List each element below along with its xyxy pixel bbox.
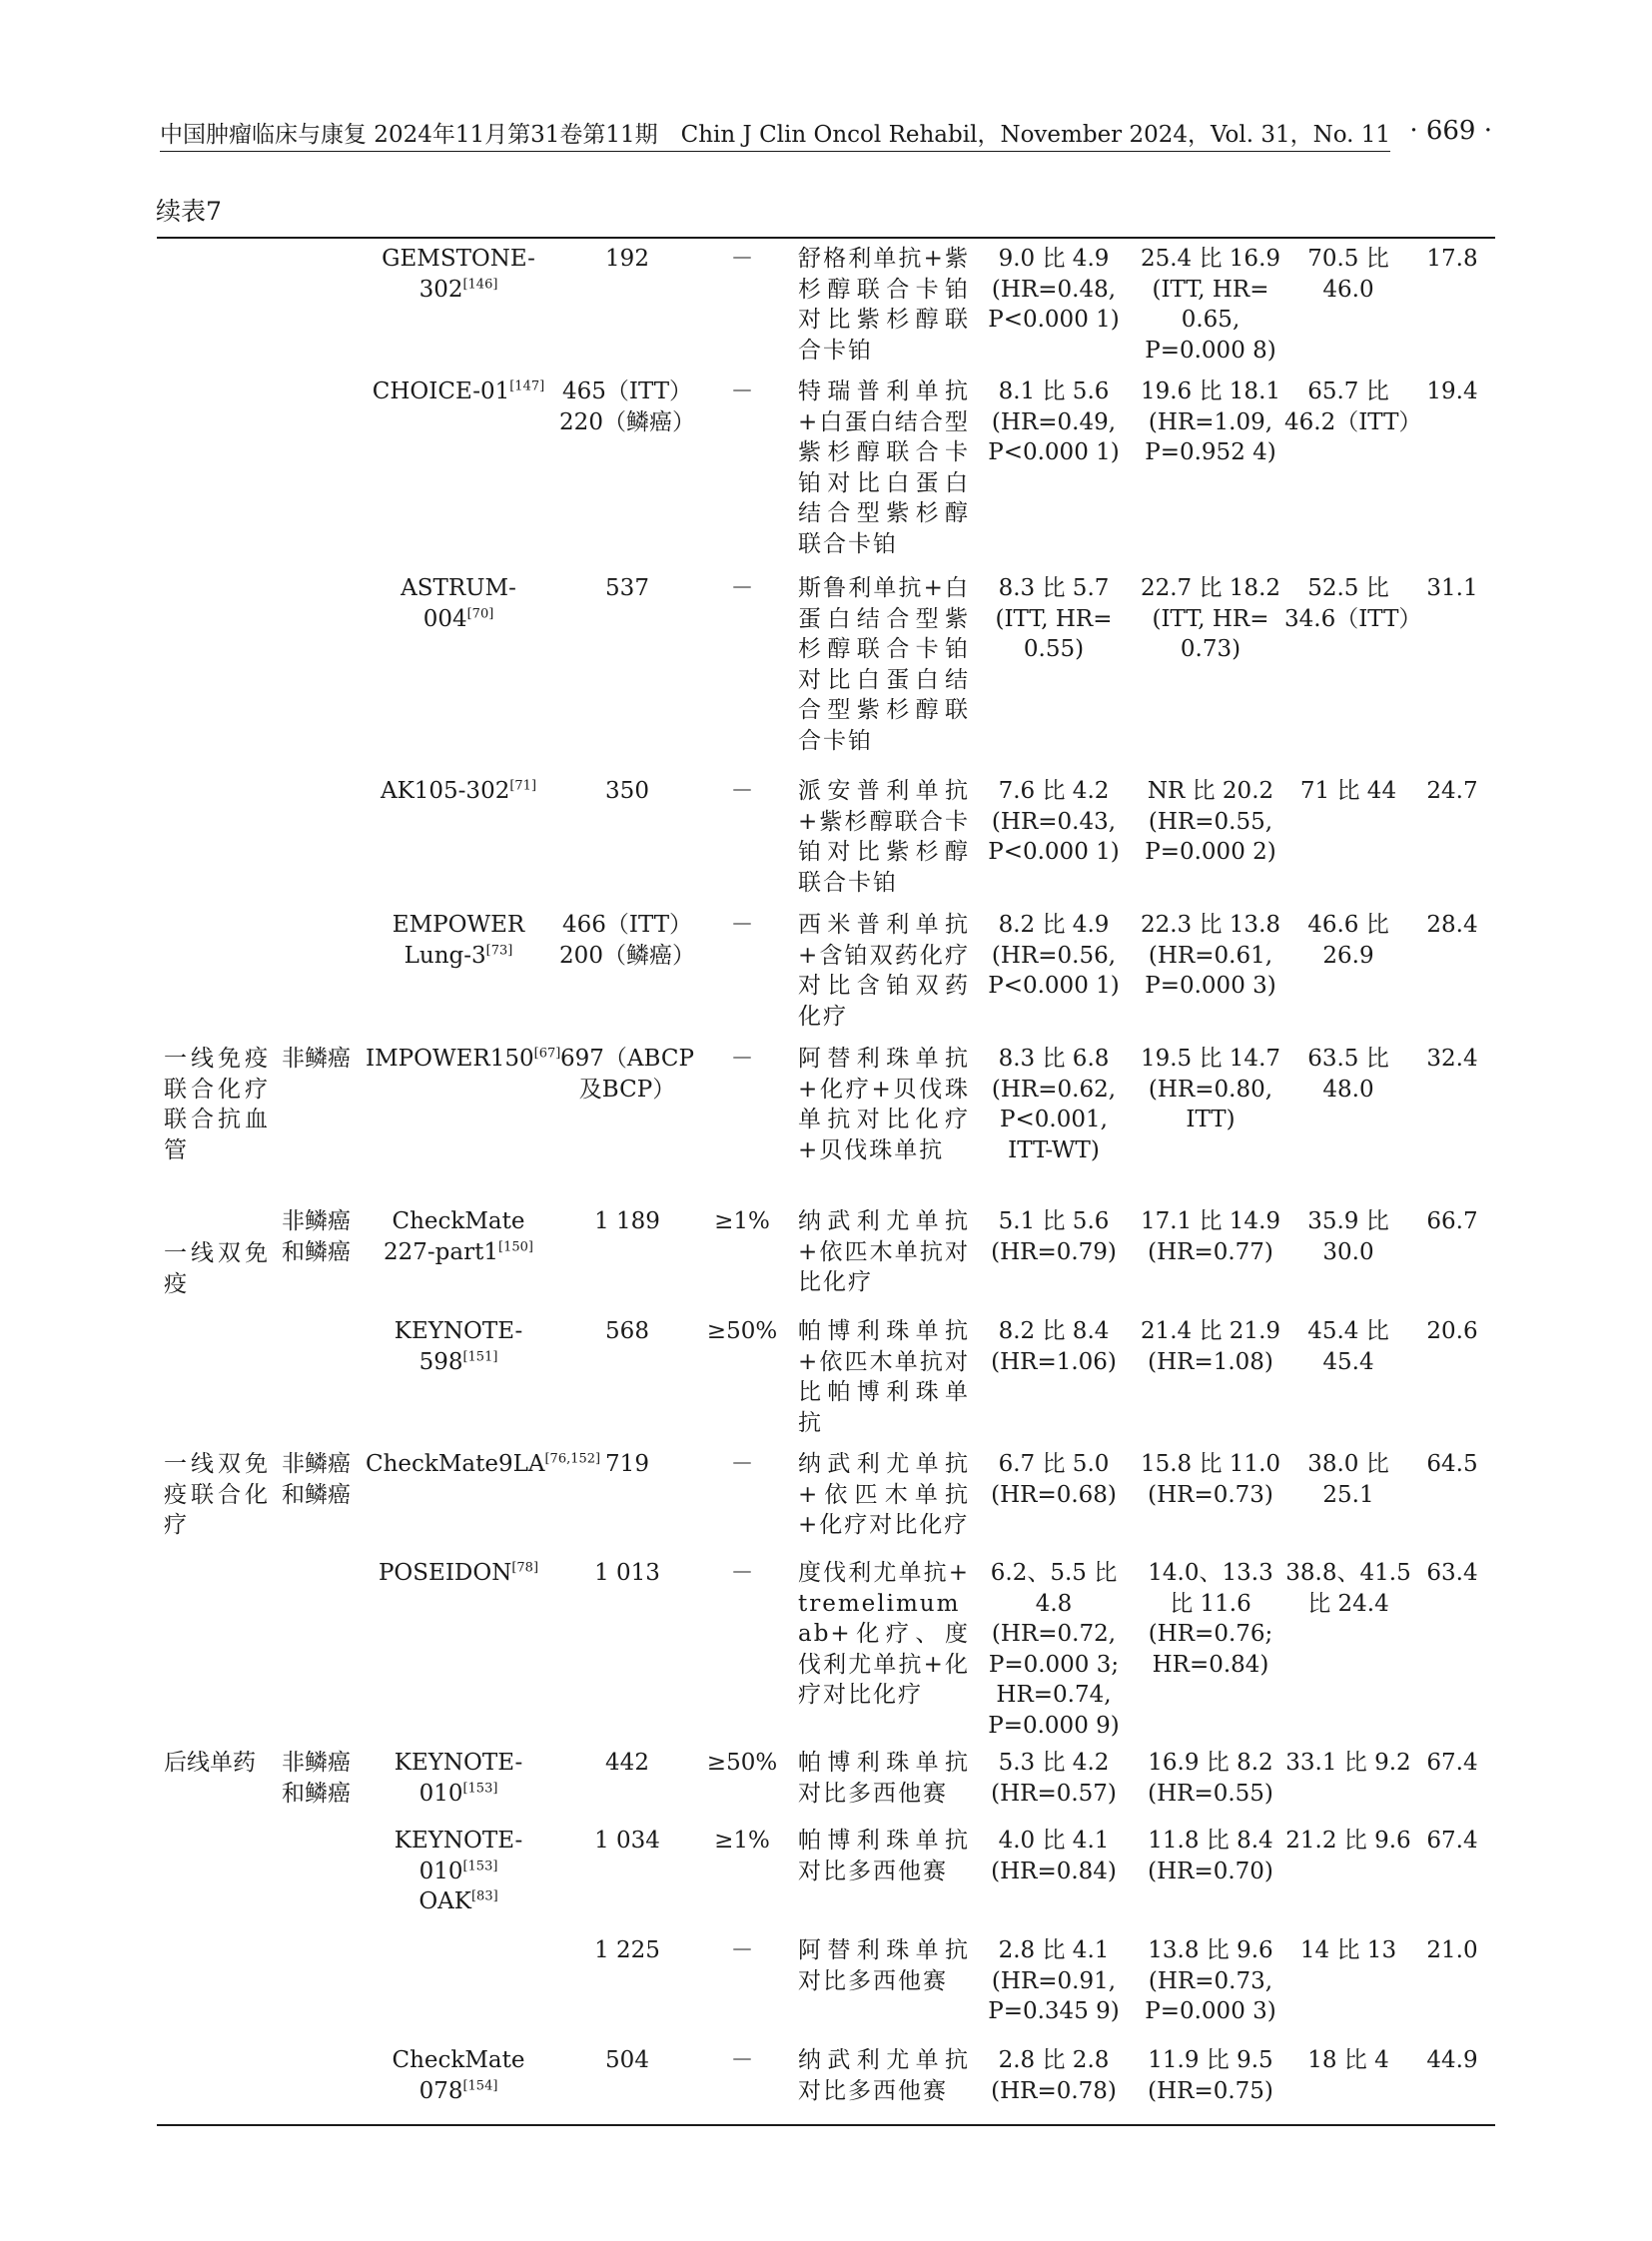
pdl1-expression: － xyxy=(730,1937,754,1963)
orr-value: 14 比 13 xyxy=(1299,1937,1397,1963)
regimen: 帕博利珠单抗+依匹木单抗对比帕博利珠单抗 xyxy=(798,1318,970,1436)
sample-size: 719 xyxy=(605,1451,649,1477)
sample-size: 1 225 xyxy=(594,1937,660,1963)
pdl1-expression: － xyxy=(730,246,754,272)
orr-value: 71 比 44 xyxy=(1299,778,1397,804)
pfs-value: 7.6 比 4.2 (HR=0.43, P<0.000 1) xyxy=(988,778,1120,865)
orr-value: 35.9 比 30.0 xyxy=(1307,1208,1389,1265)
pdl1-expression: － xyxy=(730,1046,754,1072)
pdl1-expression: － xyxy=(730,912,754,938)
histology: 非鳞癌和鳞癌 xyxy=(282,1451,351,1508)
trial-name: IMPOWER150[67] xyxy=(366,1046,561,1072)
regimen: 特瑞普利单抗+白蛋白结合型紫杉醇联合卡铂对比白蛋白结合型紫杉醇联合卡铂 xyxy=(798,378,970,557)
grade-value: 31.1 xyxy=(1426,575,1478,601)
sample-size: 568 xyxy=(605,1318,649,1344)
trial-name: KEYNOTE-010[153] OAK[83] xyxy=(394,1828,523,1914)
regimen: 帕博利珠单抗对比多西他赛 xyxy=(798,1828,970,1884)
trial-name: CheckMate9LA[76,152] xyxy=(366,1451,601,1477)
pfs-value: 8.2 比 4.9 (HR=0.56, P<0.000 1) xyxy=(988,912,1120,999)
sample-size: 1 034 xyxy=(594,1828,660,1854)
orr-value: 33.1 比 9.2 xyxy=(1285,1750,1411,1776)
pdl1-expression: － xyxy=(730,1451,754,1477)
sample-size: 537 xyxy=(605,575,649,601)
orr-value: 21.2 比 9.6 xyxy=(1285,1828,1411,1854)
os-value: 19.6 比 18.1 (HR=1.09, P=0.952 4) xyxy=(1140,378,1281,465)
sample-size: 442 xyxy=(605,1750,649,1776)
pfs-value: 8.2 比 8.4 (HR=1.06) xyxy=(991,1318,1117,1375)
sample-size: 1 189 xyxy=(594,1208,660,1234)
grade-value: 28.4 xyxy=(1426,912,1478,938)
pfs-value: 8.1 比 5.6 (HR=0.49, P<0.000 1) xyxy=(988,378,1120,465)
orr-value: 65.7 比 46.2（ITT） xyxy=(1284,378,1422,435)
os-value: 15.8 比 11.0 (HR=0.73) xyxy=(1140,1451,1281,1508)
orr-value: 52.5 比 34.6（ITT） xyxy=(1284,575,1422,632)
pfs-value: 9.0 比 4.9 (HR=0.48, P<0.000 1) xyxy=(988,246,1120,333)
page-number: · 669 · xyxy=(1409,116,1492,146)
trial-name: CheckMate 078[154] xyxy=(392,2047,525,2104)
trial-name: EMPOWER Lung-3[73] xyxy=(392,912,525,969)
os-value: NR 比 20.2 (HR=0.55, P=0.000 2) xyxy=(1145,778,1276,865)
orr-value: 38.8、41.5 比 24.4 xyxy=(1285,1560,1411,1617)
os-value: 22.7 比 18.2 (ITT, HR= 0.73) xyxy=(1140,575,1281,662)
pfs-value: 5.1 比 5.6 (HR=0.79) xyxy=(991,1208,1117,1265)
histology: 非鳞癌和鳞癌 xyxy=(282,1750,351,1807)
regimen: 纳武利尤单抗对比多西他赛 xyxy=(798,2047,970,2104)
os-value: 11.8 比 8.4 (HR=0.70) xyxy=(1148,1828,1273,1884)
pfs-value: 8.3 比 5.7 (ITT, HR= 0.55) xyxy=(995,575,1113,662)
regimen: 纳武利尤单抗+依匹木单抗对比化疗 xyxy=(798,1208,970,1295)
grade-value: 67.4 xyxy=(1426,1828,1478,1854)
regimen: 斯鲁利单抗+白蛋白结合型紫杉醇联合卡铂对比白蛋白结合型紫杉醇联合卡铂 xyxy=(798,575,970,754)
os-value: 13.8 比 9.6 (HR=0.73, P=0.000 3) xyxy=(1145,1937,1276,2024)
pdl1-expression: － xyxy=(730,778,754,804)
pdl1-expression: － xyxy=(730,2047,754,2073)
trial-name: AK105-302[71] xyxy=(380,778,537,804)
histology: 非鳞癌和鳞癌 xyxy=(282,1208,351,1265)
pdl1-expression: － xyxy=(730,575,754,601)
sample-size: 504 xyxy=(605,2047,649,2073)
pfs-value: 6.2、5.5 比 4.8 (HR=0.72, P=0.000 3; HR=0.74, P=0.000 9) xyxy=(988,1560,1120,1739)
trial-name: CHOICE-01[147] xyxy=(372,378,545,404)
sample-size: 350 xyxy=(605,778,649,804)
os-value: 25.4 比 16.9 (ITT, HR= 0.65, P=0.000 8) xyxy=(1140,246,1281,364)
sample-size: 192 xyxy=(605,246,649,272)
os-value: 21.4 比 21.9 (HR=1.08) xyxy=(1140,1318,1281,1375)
regimen: 阿替利珠单抗对比多西他赛 xyxy=(798,1937,970,1994)
pdl1-expression: ≥1% xyxy=(714,1208,770,1234)
running-header xyxy=(160,112,1492,152)
pfs-value: 4.0 比 4.1 (HR=0.84) xyxy=(991,1828,1117,1884)
os-value: 19.5 比 14.7 (HR=0.80, ITT) xyxy=(1140,1046,1281,1132)
grade-value: 64.5 xyxy=(1426,1451,1478,1477)
pfs-value: 2.8 比 4.1 (HR=0.91, P=0.345 9) xyxy=(988,1937,1120,2024)
grade-value: 67.4 xyxy=(1426,1750,1478,1776)
os-value: 22.3 比 13.8 (HR=0.61, P=0.000 3) xyxy=(1140,912,1281,999)
pdl1-expression: － xyxy=(730,1560,754,1586)
trial-name: KEYNOTE-598[151] xyxy=(394,1318,523,1375)
regimen: 帕博利珠单抗对比多西他赛 xyxy=(798,1750,970,1807)
table-top-rule xyxy=(157,237,1495,239)
grade-value: 66.7 xyxy=(1426,1208,1478,1234)
pfs-value: 2.8 比 2.8 (HR=0.78) xyxy=(991,2047,1117,2104)
grade-value: 32.4 xyxy=(1426,1046,1478,1072)
sample-size: 1 013 xyxy=(594,1560,660,1586)
os-value: 16.9 比 8.2 (HR=0.55) xyxy=(1148,1750,1273,1807)
trial-name: GEMSTONE-302[146] xyxy=(382,246,535,303)
table-bottom-rule xyxy=(157,2124,1495,2126)
category: 一线双免疫 xyxy=(164,1240,268,1297)
trial-name: KEYNOTE-010[153] xyxy=(394,1750,523,1807)
trial-name: POSEIDON[78] xyxy=(378,1560,539,1586)
category: 一线双免疫联合化疗 xyxy=(164,1451,268,1538)
orr-value: 18 比 4 xyxy=(1307,2047,1389,2073)
regimen: 度伐利尤单抗+tremelimumab+化疗、度伐利尤单抗+化疗对比化疗 xyxy=(798,1560,970,1708)
histology: 非鳞癌 xyxy=(282,1046,351,1072)
table-caption: 续表7 xyxy=(156,197,222,226)
pfs-value: 5.3 比 4.2 (HR=0.57) xyxy=(991,1750,1117,1807)
pdl1-expression: － xyxy=(730,378,754,404)
trial-name: CheckMate 227-part1[150] xyxy=(384,1208,533,1265)
orr-value: 70.5 比 46.0 xyxy=(1307,246,1389,303)
regimen: 阿替利珠单抗+化疗+贝伐珠单抗对比化疗+贝伐珠单抗 xyxy=(798,1046,970,1163)
orr-value: 63.5 比 48.0 xyxy=(1307,1046,1389,1103)
grade-value: 63.4 xyxy=(1426,1560,1478,1586)
regimen: 纳武利尤单抗+依匹木单抗+化疗对比化疗 xyxy=(798,1451,970,1538)
grade-value: 24.7 xyxy=(1426,778,1478,804)
pfs-value: 6.7 比 5.0 (HR=0.68) xyxy=(991,1451,1117,1508)
grade-value: 17.8 xyxy=(1426,246,1478,272)
orr-value: 46.6 比 26.9 xyxy=(1307,912,1389,969)
sample-size: 465（ITT）220（鳞癌） xyxy=(559,378,695,435)
regimen: 舒格利单抗+紫杉醇联合卡铂对比紫杉醇联合卡铂 xyxy=(798,246,970,364)
sample-size: 697（ABCP 及BCP） xyxy=(560,1046,694,1103)
grade-value: 19.4 xyxy=(1426,378,1478,404)
os-value: 11.9 比 9.5 (HR=0.75) xyxy=(1148,2047,1273,2104)
pdl1-expression: ≥50% xyxy=(706,1750,778,1776)
category: 后线单药 xyxy=(164,1750,256,1776)
pdl1-expression: ≥50% xyxy=(706,1318,778,1344)
pfs-value: 8.3 比 6.8 (HR=0.62, P<0.001, ITT-WT) xyxy=(991,1046,1117,1163)
regimen: 派安普利单抗+紫杉醇联合卡铂对比紫杉醇联合卡铂 xyxy=(798,778,970,896)
pdl1-expression: ≥1% xyxy=(714,1828,770,1854)
os-value: 17.1 比 14.9 (HR=0.77) xyxy=(1140,1208,1281,1265)
trial-name: ASTRUM-004[70] xyxy=(401,575,516,632)
sample-size: 466（ITT）200（鳞癌） xyxy=(559,912,695,969)
category: 一线免疫联合化疗联合抗血管 xyxy=(164,1046,268,1163)
grade-value: 20.6 xyxy=(1426,1318,1478,1344)
regimen: 西米普利单抗+含铂双药化疗对比含铂双药化疗 xyxy=(798,912,970,1030)
journal-citation: 中国肿瘤临床与康复 2024年11月第31卷第11期 Chin J Clin Oncol Rehabil，November 2024，Vol. 31，No. 11 xyxy=(160,116,1390,152)
grade-value: 44.9 xyxy=(1426,2047,1478,2073)
orr-value: 38.0 比 25.1 xyxy=(1307,1451,1389,1508)
os-value: 14.0、13.3 比 11.6 (HR=0.76; HR=0.84) xyxy=(1148,1560,1273,1678)
orr-value: 45.4 比 45.4 xyxy=(1307,1318,1389,1375)
grade-value: 21.0 xyxy=(1426,1937,1478,1963)
